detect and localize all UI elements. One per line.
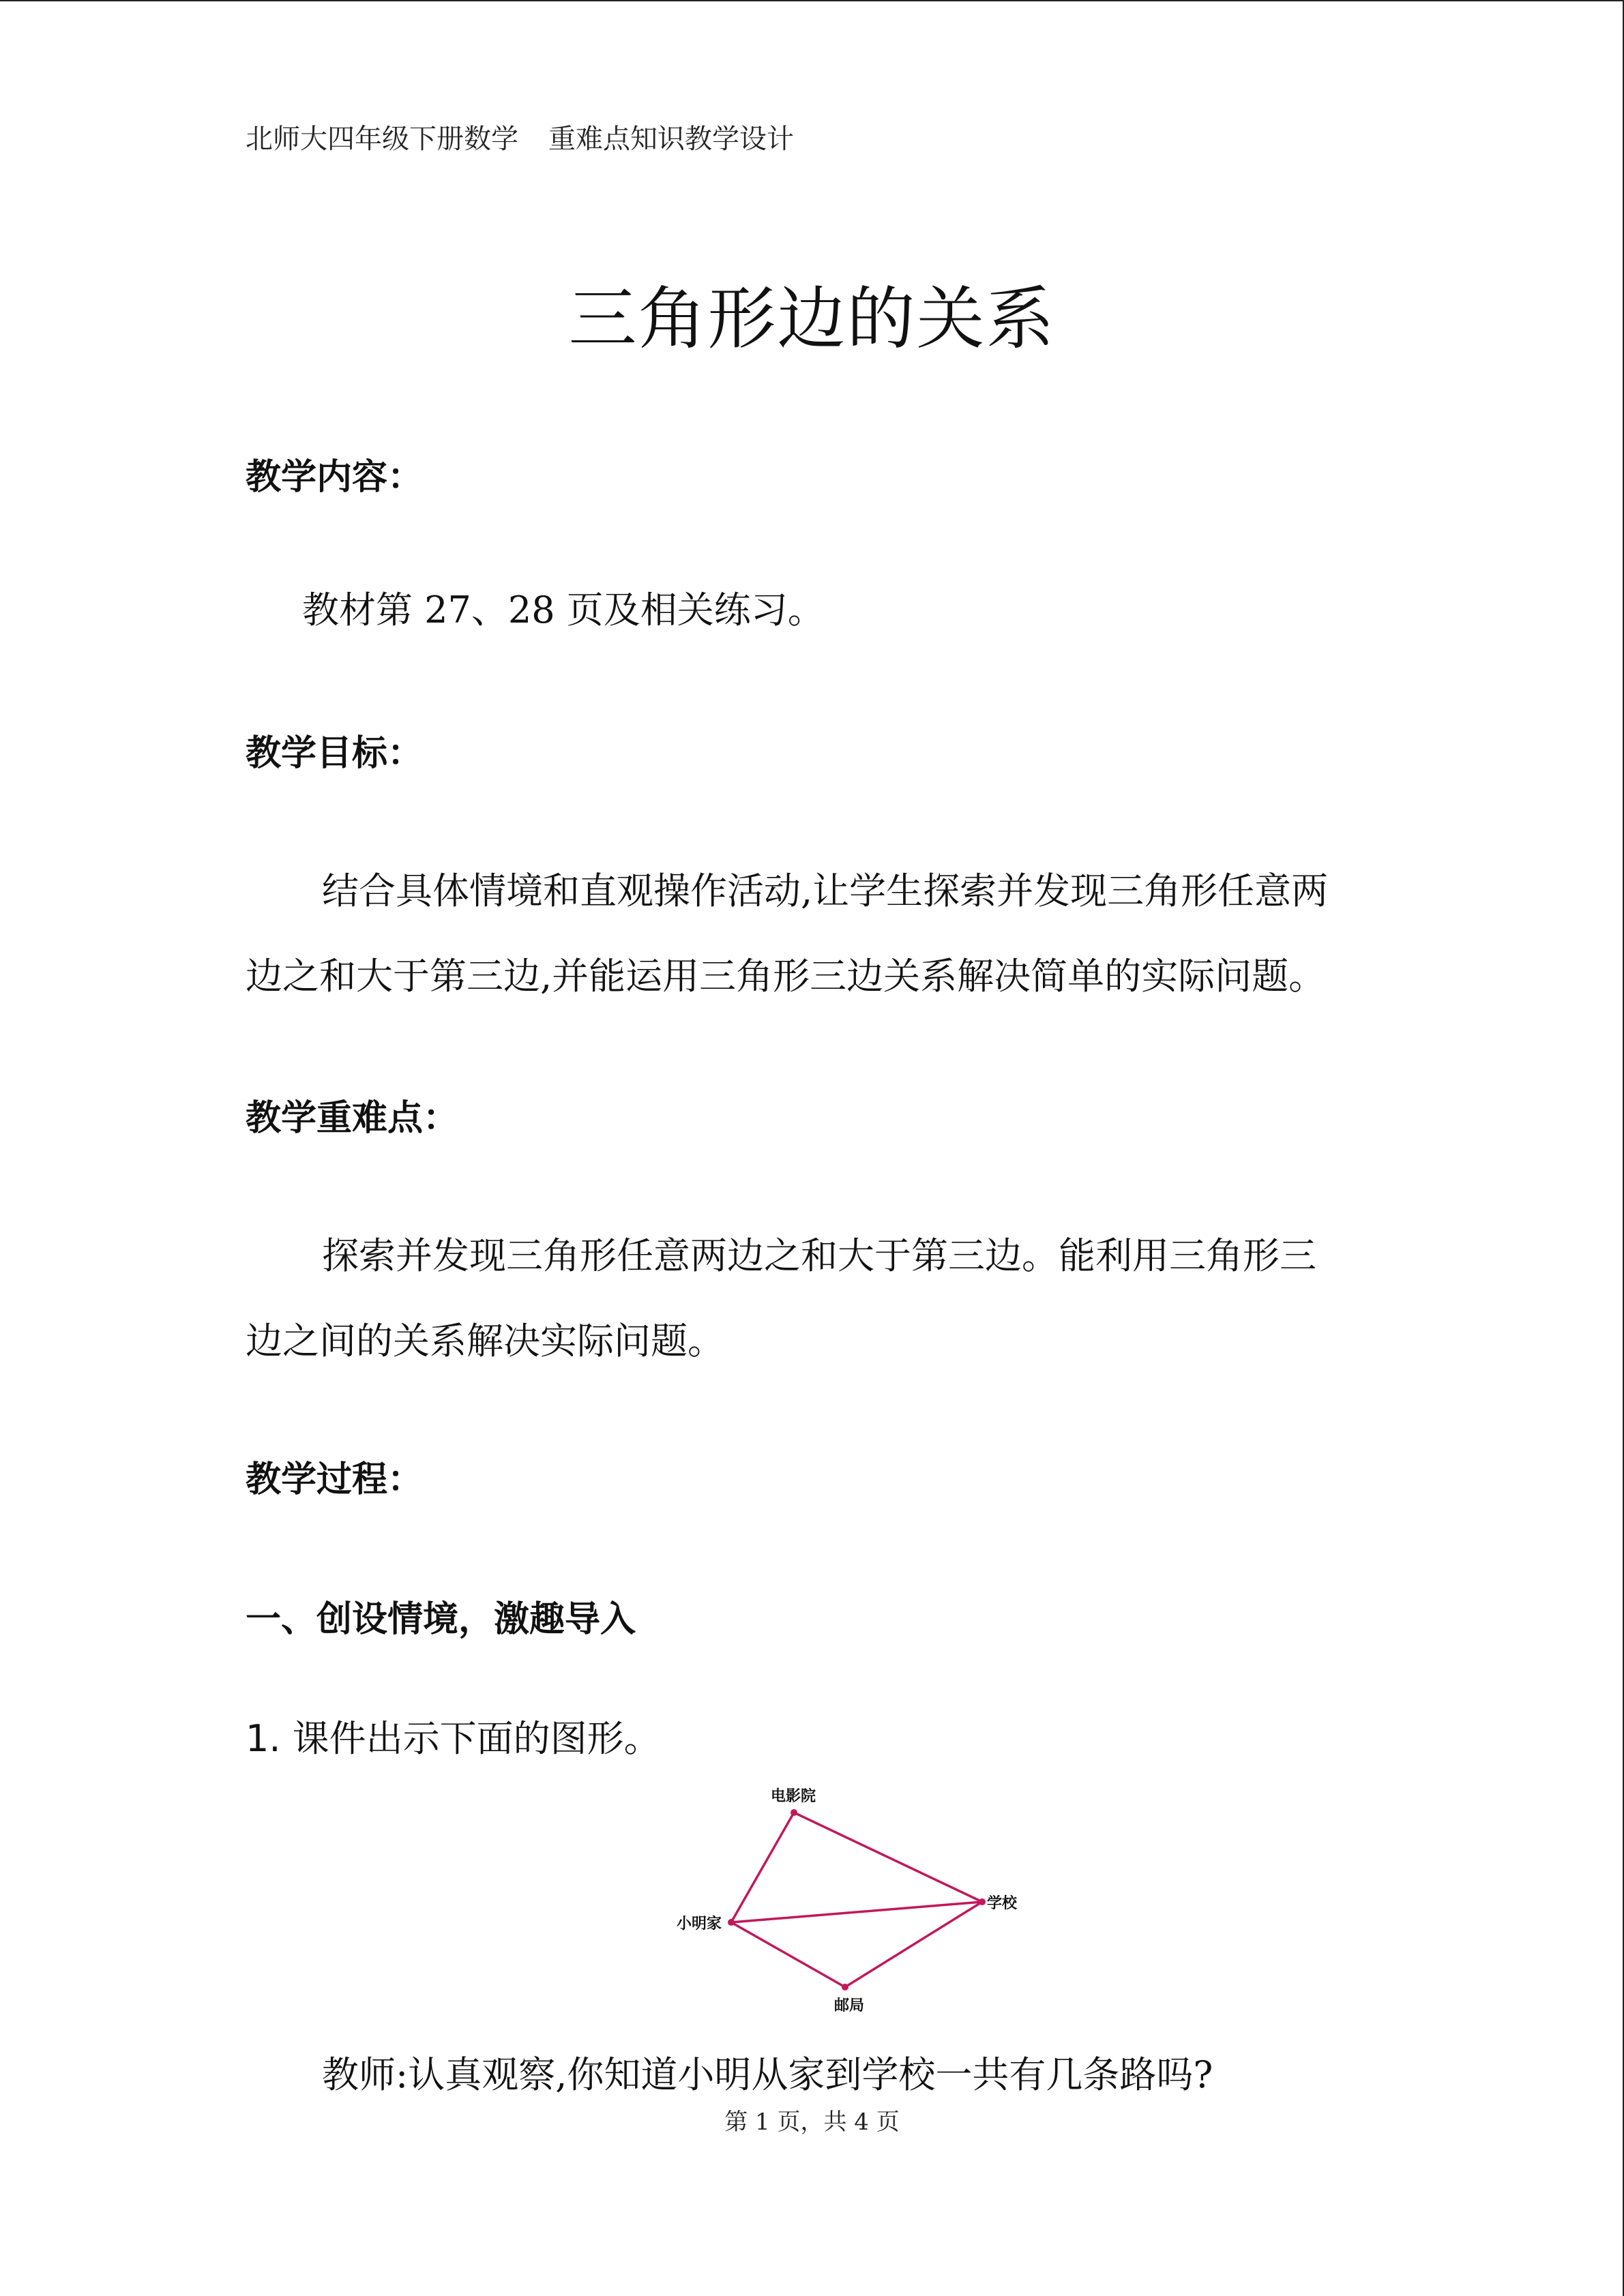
edge-home-post	[731, 1922, 845, 1987]
header-subtitle: 重难点知识教学设计	[548, 123, 794, 155]
document-title: 三角形边的关系	[568, 279, 1056, 359]
edge-home-school	[731, 1902, 982, 1922]
content-text: 教材第 27、28 页及相关练习。	[302, 588, 825, 631]
edge-home-cinema	[731, 1813, 794, 1922]
keypoints-line-2: 边之间的关系解决实际问题。	[246, 1320, 724, 1362]
page-footer: 第 1 页，共 4 页	[724, 2108, 900, 2136]
section-heading-keypoints: 教学重难点：	[246, 1098, 459, 1139]
objective-line-1: 结合具体情境和直观操作活动,让学生探索并发现三角形任意两	[322, 869, 1329, 912]
node-cinema	[791, 1809, 797, 1816]
route-diagram	[668, 1778, 1050, 2030]
keypoints-line-1: 探索并发现三角形任意两边之和大于第三边。能利用三角形三	[322, 1234, 1316, 1277]
page-header	[246, 117, 794, 156]
label-school: 学校	[987, 1894, 1018, 1912]
part1-heading: 一、创设情境，激趣导入	[246, 1599, 636, 1640]
section-heading-content: 教学内容：	[246, 457, 424, 498]
section-heading-objective: 教学目标：	[246, 733, 424, 774]
label-home: 小明家	[677, 1915, 722, 1933]
teacher-question: 教师:认真观察,你知道小明从家到学校一共有几条路吗?	[322, 2053, 1213, 2096]
node-post	[842, 1984, 848, 1991]
node-home	[728, 1919, 735, 1926]
part1-item-1: 1. 课件出示下面的图形。	[246, 1717, 661, 1760]
label-cinema: 电影院	[771, 1787, 816, 1805]
section-heading-process: 教学过程：	[246, 1459, 424, 1500]
edge-post-school	[845, 1902, 982, 1987]
edge-cinema-school	[794, 1813, 982, 1902]
label-post: 邮局	[834, 1997, 865, 2014]
node-school	[979, 1898, 986, 1905]
header-course: 北师大四年级下册数学	[246, 123, 518, 155]
objective-line-2: 边之和大于第三边,并能运用三角形三边关系解决简单的实际问题。	[246, 955, 1326, 998]
route-diagram-svg	[668, 1778, 1050, 2030]
